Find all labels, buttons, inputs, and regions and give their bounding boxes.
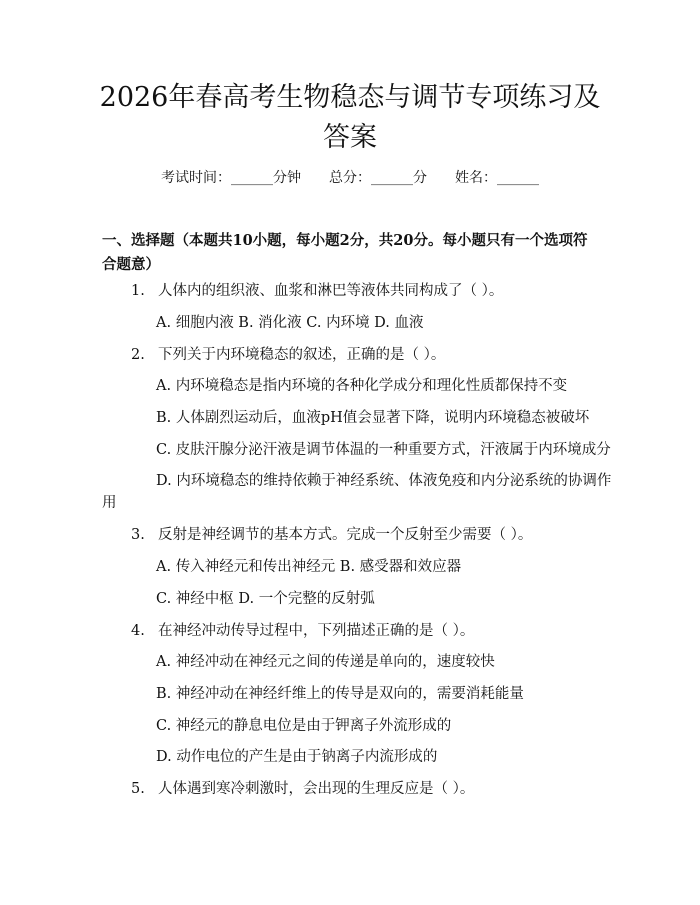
question-number: 2. bbox=[131, 347, 145, 363]
question-stem: 反射是神经调节的基本方式。完成一个反射至少需要（ ）。 bbox=[158, 527, 533, 543]
total-score-field: 总分：______分 bbox=[329, 170, 427, 186]
question-stem: 在神经冲动传导过程中，下列描述正确的是（ ）。 bbox=[158, 623, 475, 639]
question-2-option-b: B. 人体剧烈运动后，血液pH值会显著下降，说明内环境稳态被破坏 bbox=[156, 410, 590, 426]
question-4-option-a: A. 神经冲动在神经元之间的传递是单向的，速度较快 bbox=[156, 654, 495, 670]
question-3 bbox=[131, 524, 532, 546]
question-3-options-row-1: A. 传入神经元和传出神经元 B. 感受器和效应器 bbox=[156, 559, 462, 575]
question-4-option-c: C. 神经元的静息电位是由于钾离子外流形成的 bbox=[156, 718, 452, 734]
question-4-option-d: D. 动作电位的产生是由于钠离子内流形成的 bbox=[156, 749, 438, 765]
question-number: 3. bbox=[131, 527, 145, 543]
question-3-options-row-2: C. 神经中枢 D. 一个完整的反射弧 bbox=[156, 591, 375, 607]
section-heading: 一、选择题（本题共10小题，每小题2分，共20分。每小题只有一个选项符合题意） bbox=[102, 232, 588, 273]
question-1-options: A. 细胞内液 B. 消化液 C. 内环境 D. 血液 bbox=[156, 315, 424, 331]
question-stem: 下列关于内环境稳态的叙述，正确的是（ ）。 bbox=[158, 347, 446, 363]
student-name-field: 姓名：______ bbox=[455, 170, 539, 186]
question-5 bbox=[131, 778, 474, 800]
question-number: 5. bbox=[131, 781, 145, 797]
question-number: 1. bbox=[131, 283, 145, 299]
document-title: 2026年春高考生物稳态与调节专项练习及答案 bbox=[99, 82, 601, 153]
exam-info bbox=[0, 167, 700, 189]
question-1 bbox=[131, 280, 503, 302]
question-2-option-d-wrap: 用 bbox=[102, 495, 117, 511]
exam-time-field: 考试时间：______分钟 bbox=[161, 170, 301, 186]
question-2-option-a: A. 内环境稳态是指内环境的各种化学成分和理化性质都保持不变 bbox=[156, 378, 568, 394]
question-2 bbox=[131, 344, 445, 366]
question-stem: 人体遇到寒冷刺激时，会出现的生理反应是（ ）。 bbox=[158, 781, 475, 797]
question-4-option-b: B. 神经冲动在神经纤维上的传导是双向的，需要消耗能量 bbox=[156, 686, 524, 702]
question-2-option-d: D. 内环境稳态的维持依赖于神经系统、体液免疫和内分泌系统的协调作 bbox=[156, 473, 612, 489]
question-4 bbox=[131, 620, 474, 642]
question-stem: 人体内的组织液、血浆和淋巴等液体共同构成了（ ）。 bbox=[158, 283, 504, 299]
question-number: 4. bbox=[131, 623, 145, 639]
question-2-option-c: C. 皮肤汗腺分泌汗液是调节体温的一种重要方式，汗液属于内环境成分 bbox=[156, 442, 611, 458]
